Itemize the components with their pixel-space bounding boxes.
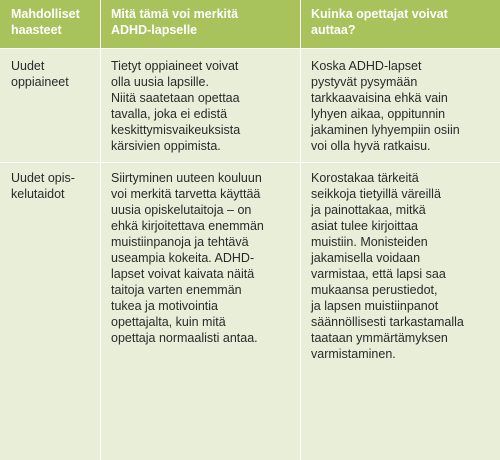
header-meaning: Mitä tämä voi merkitä ADHD-lapselle [111,7,239,37]
row-1-meaning: Tietyt oppiaineet voivat olla uusia lapsille. Niitä saatetaan opettaa tavalla, joka ei edistä keskittymisvaikeuksista kärsivien oppimista. [111,59,241,153]
row-1-teacher-help: Koska ADHD-lapset pystyvät pysymään tarkkaavaisina ehkä vain lyhyen aikaa, oppitunnin jakaminen lyhyempiin osiin voi olla hyvä ratkaisu. [311,59,460,153]
column-divider [100,0,101,460]
row-divider [0,48,500,49]
column-divider [300,0,301,460]
row-1-challenge: Uudet oppiaineet [11,59,69,89]
row-2-challenge: Uudet opis- kelutaidot [11,171,75,201]
row-divider [0,162,500,163]
header-challenges: Mahdolliset haasteet [11,7,80,37]
row-2-teacher-help: Korostakaa tärkeitä seikkoja tietyillä väreillä ja painottakaa, mitkä asiat tulee kirjoittaa muistiin. Monisteiden jakamisella voidaan varmistaa, että lapsi saa mukaansa perustiedot, ja lapsen muistiinpanot säännöllisesti tarkastamalla taataan ymmärtämyksen varmistaminen. [311,171,464,361]
row-2-meaning: Siirtyminen uuteen kouluun voi merkitä tarvetta käyttää uusia opiskelutaitoja – on ehkä kirjoitettava enemmän muistiinpanoja ja tehtävä useampia kokeita. ADHD- lapset voivat kaivata näitä taitoja varten enemmän tukea ja motivointia opettajalta, kuin mitä opettaja normaalisti antaa. [111,171,264,345]
header-teacher-help: Kuinka opettajat voivat auttaa? [311,7,448,37]
